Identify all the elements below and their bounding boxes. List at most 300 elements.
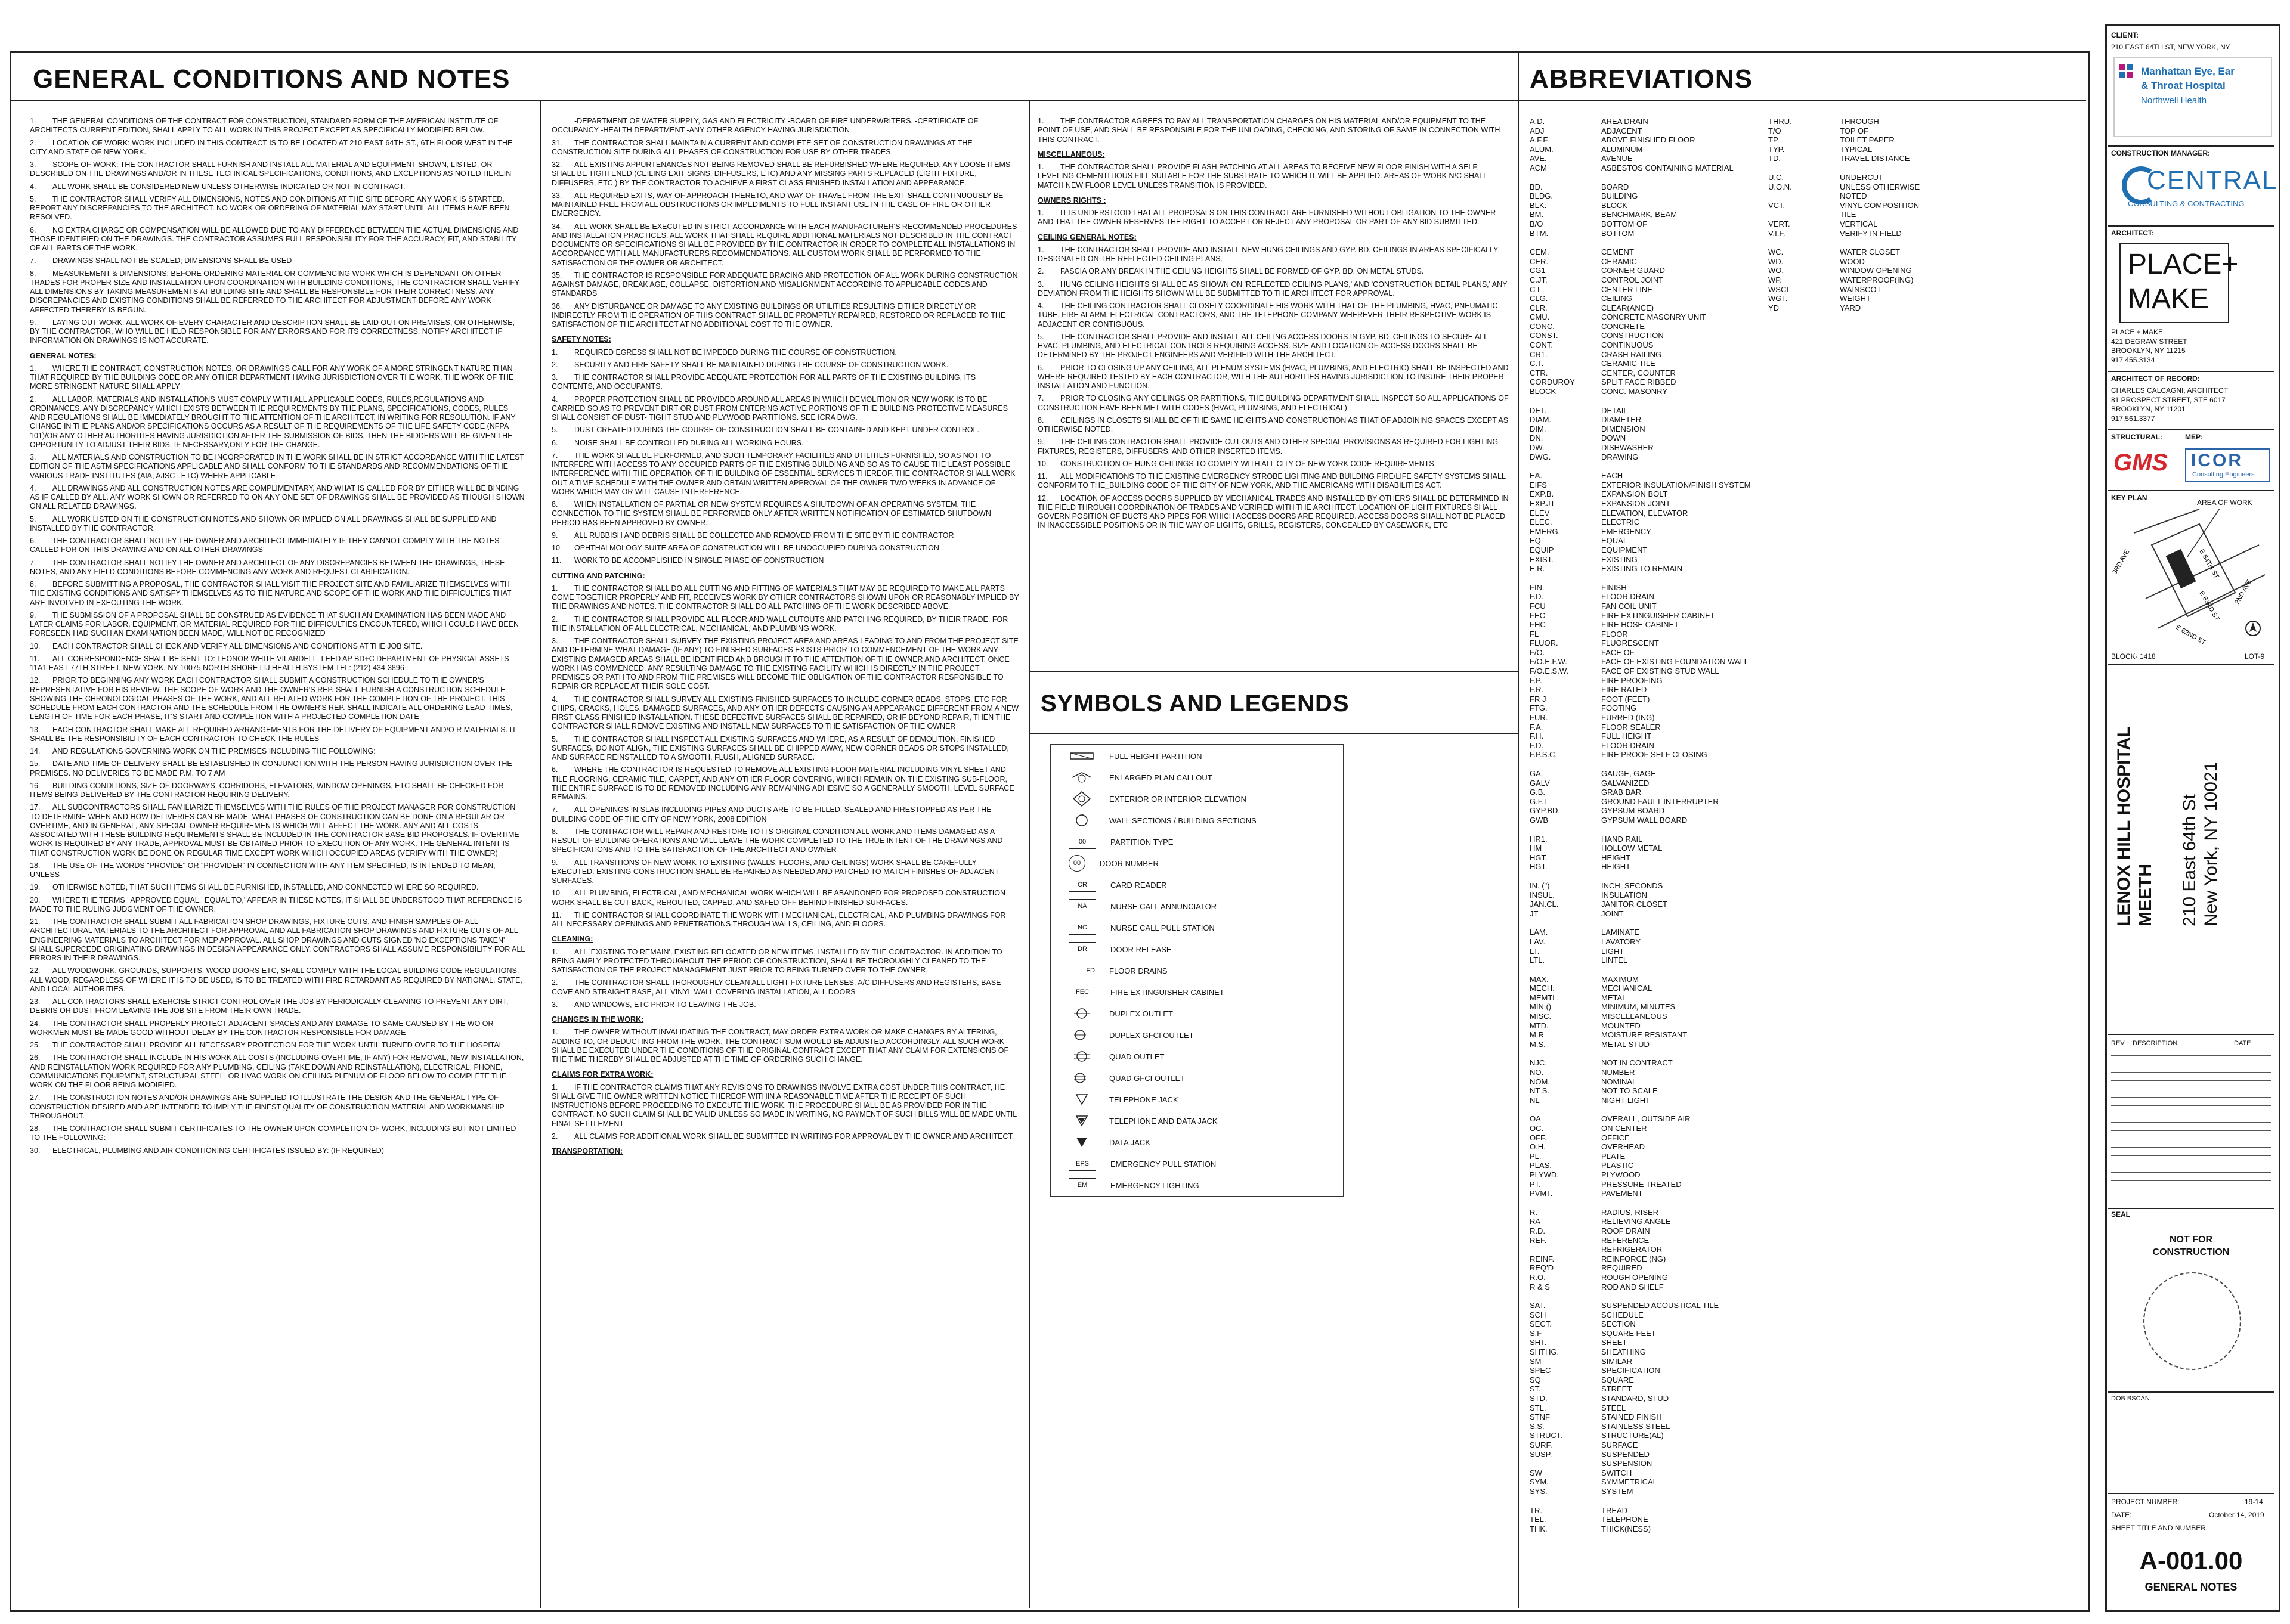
abbrev-row bbox=[1530, 1058, 1786, 1068]
note-text: LOCATION OF ACCESS DOORS SUPPLIED BY MECHANICAL TRADES AND INSTALLED BY OTHERS SHALL BE DETERMINED IN THE FIELD THROUGH COORDINATION OF TRADES AND VERIFIED WITH THE ARCHITECT. LOCATION OF LIGHT FIXTURES SHALL GOVERN POSITION OF DUCTS AND PIPES FOR WHICH ACCESS DOORS ARE REQUIRED. ACCESS DOORS SHALL NOT BE PLACED IN INACCESSIBLE POSITIONS OR IN THE WAY OF LIGHTS, GRILLS, REGISTERS, CONCEALED BY CASEWORK, ETC bbox=[1038, 494, 1509, 530]
abbrev-key: WO. bbox=[1768, 266, 1784, 275]
abbrev-key: F/O. bbox=[1530, 647, 1545, 657]
abbrev-key: B/O bbox=[1530, 219, 1543, 228]
abbrev-gap bbox=[1530, 396, 1786, 406]
abbrev-gap bbox=[1768, 238, 2019, 247]
legend-label: DATA JACK bbox=[1109, 1138, 1150, 1147]
abbrev-row bbox=[1768, 229, 2019, 238]
abbrev-key: SAT. bbox=[1530, 1301, 1546, 1310]
client-logo-line2: & Throat Hospital bbox=[2141, 80, 2226, 91]
note-number: 24. bbox=[30, 1019, 41, 1028]
aor-info-1: CHARLES CALCAGNI, ARCHITECT bbox=[2111, 386, 2229, 395]
legend-symbol-icon: EPS bbox=[1069, 1157, 1096, 1171]
note-item bbox=[1038, 364, 1509, 391]
note-number: 9. bbox=[30, 610, 36, 619]
legend-symbol-icon bbox=[1069, 1114, 1095, 1127]
note-item bbox=[30, 1053, 525, 1090]
abbrev-meaning: DISHWASHER bbox=[1601, 443, 1654, 452]
note-item bbox=[552, 637, 1020, 692]
abbrev-meaning: REQUIRED bbox=[1601, 1263, 1642, 1273]
abbrev-key: MTD. bbox=[1530, 1021, 1549, 1030]
note-text: ALL CONTRACTORS SHALL EXERCISE STRICT CONTROL OVER THE JOB BY PERIODICALLY CLEANING TO PREVENT ANY DIRT, DEBRIS OR DUST FROM LEAVING THE JOB SITE FROM THEIR OWN TRADE. bbox=[30, 997, 509, 1015]
note-item bbox=[552, 948, 1020, 975]
note-number: 4. bbox=[552, 395, 558, 404]
abbrev-meaning: CLEAR(ANCE) bbox=[1601, 303, 1654, 312]
legend-row bbox=[1051, 1003, 1343, 1024]
note-number: 3. bbox=[30, 453, 36, 461]
note-item bbox=[30, 515, 525, 534]
note-item bbox=[1038, 209, 1509, 227]
abbrev-meaning: CONCRETE bbox=[1601, 321, 1645, 331]
note-text: OPHTHALMOLOGY SUITE AREA OF CONSTRUCTION WILL BE UNOCCUPIED DURING CONSTRUCTION bbox=[574, 544, 939, 552]
abbrev-meaning: HEIGHT bbox=[1601, 862, 1631, 872]
abbrev-row bbox=[1530, 1077, 1786, 1087]
abbrev-row bbox=[1530, 1189, 1786, 1198]
note-item bbox=[30, 226, 525, 253]
project-address bbox=[2179, 688, 2222, 926]
note-item bbox=[30, 1146, 525, 1155]
legend-label: PARTITION TYPE bbox=[1110, 837, 1174, 847]
legend-label: FULL HEIGHT PARTITION bbox=[1109, 751, 1202, 761]
abbrev-key: LAV. bbox=[1530, 937, 1546, 946]
abbrev-key: REF. bbox=[1530, 1235, 1547, 1245]
abbrev-meaning: ALUMINUM bbox=[1601, 144, 1643, 154]
abbrev-meaning: VERTICAL bbox=[1840, 219, 1878, 228]
abbrev-meaning: CERAMIC TILE bbox=[1601, 359, 1655, 368]
notes-column-2 bbox=[552, 117, 1020, 1595]
note-number: 28. bbox=[30, 1124, 41, 1133]
abbrev-row bbox=[1530, 900, 1786, 909]
abbrev-row bbox=[1530, 424, 1786, 434]
note-text: AND WINDOWS, ETC PRIOR TO LEAVING THE JOB. bbox=[574, 1000, 756, 1009]
abbrev-key: CMU. bbox=[1530, 312, 1550, 322]
abbrev-key: HR1. bbox=[1530, 834, 1548, 844]
abbrev-row bbox=[1530, 546, 1786, 555]
abbrev-meaning: REINFORCE (NG) bbox=[1601, 1254, 1666, 1263]
abbrev-key: FTG. bbox=[1530, 703, 1548, 713]
street-3rd: 3RD AVE bbox=[2111, 548, 2131, 576]
sheet-title-label: SHEET TITLE AND NUMBER: bbox=[2111, 1524, 2208, 1532]
abbrev-row bbox=[1530, 499, 1786, 509]
abbrev-meaning: SYSTEM bbox=[1601, 1486, 1633, 1496]
note-text: ALL REQUIRED EXITS, WAY OF APPROACH THERETO, AND WAY OF TRAVEL FROM THE EXIT SHALL CONTINUOUSLY BE MAINTAINED FREE FROM ALL OBSTRUCTIONS OR IMPEDIMENTS TO FULL INSTANT USE IN THE CASE OF FIRE OR OTHER EMERGENCY. bbox=[552, 191, 1004, 218]
abbrev-row bbox=[1530, 453, 1786, 462]
abbrev-meaning: WOOD bbox=[1840, 256, 1865, 266]
abbrev-meaning: OVERALL, OUTSIDE AIR bbox=[1601, 1114, 1691, 1124]
abbrev-row bbox=[1530, 1245, 1786, 1254]
abbrev-key: VCT. bbox=[1768, 200, 1785, 210]
legend-label: EMERGENCY LIGHTING bbox=[1110, 1180, 1199, 1190]
seal-label: SEAL bbox=[2111, 1210, 2131, 1219]
note-number: 1. bbox=[30, 364, 36, 373]
abbrev-row bbox=[1530, 909, 1786, 919]
note-item bbox=[552, 139, 1020, 157]
abbrev-meaning: SURFACE bbox=[1601, 1440, 1638, 1449]
abbrev-key: DW. bbox=[1530, 443, 1545, 452]
aor-info-3: BROOKLYN, NY 11201 bbox=[2111, 405, 2186, 414]
note-text: THE CONTRACTOR SHALL PROVIDE ADEQUATE PROTECTION FOR ALL PARTS OF THE EXISTING BUILDING, ITS CONTENTS, AND OCCUPANTS. bbox=[552, 373, 976, 391]
abbrev-meaning: CENTER, COUNTER bbox=[1601, 368, 1676, 377]
note-number: 6. bbox=[1038, 363, 1044, 372]
abbrev-key: DIAM. bbox=[1530, 415, 1552, 424]
client-label: CLIENT: bbox=[2111, 31, 2139, 39]
abbrev-row bbox=[1530, 1114, 1786, 1124]
note-text: CONSTRUCTION OF HUNG CEILINGS TO COMPLY WITH ALL CITY OF NEW YORK CODE REQUIREMENTS. bbox=[1060, 459, 1437, 468]
aor-info-4: 917.561.3377 bbox=[2111, 414, 2155, 423]
abbrev-row bbox=[1768, 182, 2019, 192]
note-text: NO EXTRA CHARGE OR COMPENSATION WILL BE ALLOWED DUE TO ANY DIFFERENCE BETWEEN THE ACTUAL DIMENSIONS AND THOSE IDENTIFIED ON THE DRAWINGS. THE CONTRACTOR ASSUMES FULL RESPONSIBILITY FOR THE ACCURACY, FIT, AND STABILITY OF ALL PARTS OF THE WORK. bbox=[30, 225, 519, 252]
abbrev-row bbox=[1530, 257, 1786, 266]
note-item bbox=[552, 765, 1020, 802]
legend-symbol-icon: FD bbox=[1086, 967, 1095, 974]
abbrev-meaning: INCH, SECONDS bbox=[1601, 881, 1663, 890]
abbrev-key: YD bbox=[1768, 303, 1780, 312]
note-number: 9. bbox=[552, 858, 558, 867]
note-number: 7. bbox=[30, 256, 36, 265]
nfc-line1: NOT FOR bbox=[2170, 1235, 2212, 1245]
legend-label: EXTERIOR OR INTERIOR ELEVATION bbox=[1109, 794, 1246, 804]
abbrev-row bbox=[1530, 1133, 1786, 1143]
note-number: 7. bbox=[1038, 394, 1044, 403]
abbrev-row bbox=[1530, 937, 1786, 947]
abbrev-key: A.F.F. bbox=[1530, 135, 1549, 145]
structural-label: STRUCTURAL: bbox=[2111, 433, 2162, 441]
abbrev-meaning: EXISTING bbox=[1601, 554, 1638, 564]
abbrev-row bbox=[1768, 145, 2019, 154]
abbrev-key: FL bbox=[1530, 629, 1539, 639]
note-item bbox=[30, 318, 525, 346]
abbrev-gap bbox=[1530, 825, 1786, 835]
note-text: PRIOR TO CLOSING ANY CEILINGS OR PARTITIONS, THE BUILDING DEPARTMENT SHALL INSPECT SO ALL APPLICATIONS OF CONSTRUCTION HAVE BEEN MET WITH CODES (HVAC, PLUMBING, AND ELECTRICAL) bbox=[1038, 394, 1509, 412]
note-item bbox=[552, 451, 1020, 497]
abbrev-meaning: FIRE EXTINGUISHER CABINET bbox=[1601, 610, 1715, 620]
abbrev-meaning: FLOOR bbox=[1601, 629, 1628, 639]
abbrev-row bbox=[1530, 602, 1786, 611]
abbrev-key: WD. bbox=[1768, 256, 1784, 266]
note-number: 3. bbox=[552, 637, 558, 645]
note-text: ALL WORK LISTED ON THE CONSTRUCTION NOTES AND SHOWN OR IMPLIED ON ALL DRAWINGS SHALL BE SUPPLIED AND INSTALLED BY THE CONTRACTOR. bbox=[30, 515, 497, 532]
abbrev-row bbox=[1530, 1301, 1786, 1310]
abbrev-meaning: FOOTING bbox=[1601, 703, 1637, 713]
tb-rule-10 bbox=[2108, 1493, 2274, 1494]
abbrev-key: R & S bbox=[1530, 1282, 1550, 1291]
tb-rule-8 bbox=[2108, 1208, 2274, 1209]
abbrev-key: U.O.N. bbox=[1768, 182, 1792, 191]
abbrev-row bbox=[1530, 891, 1786, 900]
legend-row bbox=[1051, 981, 1343, 1003]
abbrev-meaning: WATER CLOSET bbox=[1840, 247, 1901, 257]
note-text: THE CONTRACTOR WILL REPAIR AND RESTORE TO ITS ORIGINAL CONDITION ALL WORK AND ITEMS DAMAGED AS A RESULT OF BUILDING OPERATIONS AND WILL LEAVE THE WORK COMPLETED TO THE TRUE INTENT OF THE DRAWINGS AND SPECIFICATIONS AND TO THE SATISFACTION OF THE ARCHITECT AND OWNER bbox=[552, 827, 1003, 854]
abbrev-meaning: BOTTOM bbox=[1601, 228, 1635, 238]
abbrev-row bbox=[1530, 1282, 1786, 1292]
abbrev-row bbox=[1530, 630, 1786, 639]
note-item bbox=[552, 695, 1020, 732]
abbrev-key: G.F.I bbox=[1530, 796, 1546, 806]
abbrev-row bbox=[1530, 1236, 1786, 1245]
abbrev-meaning: EXPANSION BOLT bbox=[1601, 489, 1668, 499]
abbrev-row bbox=[1530, 201, 1786, 210]
abbrev-row bbox=[1530, 806, 1786, 816]
notes-subheading: SAFETY NOTES: bbox=[552, 335, 611, 344]
abbrev-key: NL bbox=[1530, 1095, 1540, 1105]
legend-row bbox=[1051, 1046, 1343, 1067]
abbrev-meaning: METAL STUD bbox=[1601, 1039, 1650, 1049]
abbrev-meaning: FLUORESCENT bbox=[1601, 639, 1659, 648]
note-number: 1. bbox=[1038, 245, 1044, 254]
note-text: REQUIRED EGRESS SHALL NOT BE IMPEDED DURING THE COURSE OF CONSTRUCTION. bbox=[574, 348, 897, 357]
abbrev-key: CORDUROY bbox=[1530, 377, 1575, 387]
abbrev-key: F.H. bbox=[1530, 732, 1544, 741]
note-number: 21. bbox=[30, 918, 41, 926]
abbrev-row bbox=[1768, 191, 2019, 201]
note-item bbox=[30, 676, 525, 721]
note-number: 1. bbox=[1038, 117, 1044, 125]
note-number: 4. bbox=[30, 484, 36, 492]
note-text: THE CONTRACTOR SHALL MAINTAIN A CURRENT AND COMPLETE SET OF CONSTRUCTION DRAWINGS AT THE CONSTRUCTION SITE DURING ALL PHASES OF CONSTRUCTION FOR USE BY OTHER TRADES. bbox=[552, 138, 973, 156]
abbrev-meaning: TYPICAL bbox=[1840, 144, 1873, 154]
abbrev-meaning: TRAVEL DISTANCE bbox=[1840, 154, 1910, 163]
abbrev-row bbox=[1530, 583, 1786, 593]
abbrev-meaning: FIRE PROOF SELF CLOSING bbox=[1601, 750, 1707, 760]
abbrev-key: S.F bbox=[1530, 1328, 1542, 1338]
abbrev-key: IN. (") bbox=[1530, 881, 1550, 890]
note-text: ALL EXISTING APPURTENANCES NOT BEING REMOVED SHALL BE REFURBISHED WHERE REQUIRED. ANY LOOSE ITEMS SHALL BE TIGHTENED (CEILING EXIT SIGNS, DIFFUSERS, ETC) AND ANY MISSING PARTS REPLACED (LIGHT FIXTURE, DIFFUSERS, ETC.) BY THE CONTRACTOR TO ACHIEVE A FIRST CLASS FINISHED INSTALLATION AND APPEARANCE. bbox=[552, 160, 1011, 187]
note-text: DUST CREATED DURING THE COURSE OF CONSTRUCTION SHALL BE CONTAINED AND KEPT UNDER CONTROL. bbox=[574, 426, 980, 435]
abbrev-key: OFF. bbox=[1530, 1133, 1547, 1142]
abbrev-row bbox=[1530, 229, 1786, 238]
abbreviations-title: ABBREVIATIONS bbox=[1530, 64, 1753, 94]
legend-symbol-icon bbox=[1069, 749, 1095, 763]
abbrev-row bbox=[1530, 657, 1786, 667]
abbrev-meaning: SQUARE bbox=[1601, 1375, 1634, 1384]
note-number: 22. bbox=[30, 966, 41, 975]
abbrev-row bbox=[1530, 713, 1786, 723]
legend-label: QUAD OUTLET bbox=[1109, 1052, 1165, 1061]
abbrev-meaning: AVENUE bbox=[1601, 154, 1633, 163]
abbrev-row bbox=[1768, 294, 2019, 303]
key-plan-map bbox=[2110, 509, 2271, 646]
abbrev-row bbox=[1768, 257, 2019, 266]
note-item bbox=[30, 883, 525, 892]
note-text: THE CONTRACTOR SHALL SUBMIT CERTIFICATES TO THE OWNER UPON COMPLETION OF WORK, INCLUDING BUT NOT LIMITED TO THE FOLLOWING: bbox=[30, 1124, 516, 1142]
abbrev-row bbox=[1530, 1002, 1786, 1012]
abbrev-gap bbox=[1530, 965, 1786, 975]
symbols-title: SYMBOLS AND LEGENDS bbox=[1041, 690, 1350, 717]
abbrev-row bbox=[1530, 555, 1786, 565]
note-text: NOISE SHALL BE CONTROLLED DURING ALL WORKING HOURS. bbox=[574, 438, 804, 447]
abbrev-key: C.T. bbox=[1530, 359, 1544, 368]
legend-symbol-icon bbox=[1069, 1050, 1095, 1063]
note-item bbox=[552, 439, 1020, 448]
abbrev-row bbox=[1530, 340, 1786, 350]
tb-rule-2 bbox=[2108, 225, 2274, 227]
abbrev-meaning: VINYL COMPOSITION bbox=[1840, 200, 1920, 210]
note-item bbox=[30, 1041, 525, 1050]
abbrev-key: MAX. bbox=[1530, 974, 1549, 984]
abbrev-row bbox=[1530, 611, 1786, 621]
legend-row bbox=[1051, 917, 1343, 938]
note-item bbox=[1038, 438, 1509, 456]
legend-label: DUPLEX GFCI OUTLET bbox=[1109, 1030, 1194, 1040]
aor-info-2: 81 PROSPECT STREET, STE 6017 bbox=[2111, 395, 2226, 404]
abbrev-meaning: EQUIPMENT bbox=[1601, 545, 1648, 554]
abbrev-row bbox=[1530, 285, 1786, 295]
abbrev-meaning: CONTROL JOINT bbox=[1601, 275, 1664, 284]
note-number: 25. bbox=[30, 1041, 41, 1049]
description-header: DESCRIPTION bbox=[2133, 1040, 2178, 1047]
abbrev-meaning: TOILET PAPER bbox=[1840, 135, 1895, 145]
abbrev-row bbox=[1530, 741, 1786, 751]
note-number: 5. bbox=[552, 734, 558, 743]
abbrev-row bbox=[1530, 350, 1786, 359]
abbrev-gap bbox=[1530, 760, 1786, 769]
note-item bbox=[552, 348, 1020, 357]
note-number: 7. bbox=[552, 451, 558, 460]
note-item bbox=[1038, 302, 1509, 329]
abbrev-key: CONC. bbox=[1530, 321, 1555, 331]
col-divider-2 bbox=[1029, 101, 1030, 1608]
abbrev-key: T/O bbox=[1768, 126, 1781, 135]
abbrev-key: TD. bbox=[1768, 154, 1781, 163]
note-item bbox=[552, 1000, 1020, 1009]
abbrev-row bbox=[1530, 676, 1786, 686]
note-text: EACH CONTRACTOR SHALL MAKE ALL REQUIRED ARRANGEMENTS FOR THE DELIVERY OF EQUIPMENT AND/O R MATERIALS. IT SHALL BE THE RESPONSIBILITY OF EACH CONTRACTOR TO CHECK THE RULES bbox=[30, 725, 516, 743]
note-text: THE WORK SHALL BE PERFORMED, AND SUCH TEMPORARY FACILITIES AND UTILITIES FURNISHED, SO AS NOT TO INTERFERE WITH ACCESS TO ANY OCCUPIED PARTS OF THE EXISTING BUILDING AND SO AS TO CAUSE THE LEAST POSSIBLE INTERFERENCE WITH THE OPERATION OF THE BUILDING OF ESSENTIAL SERVICES THEREOF. THE CONTRACTOR SHALL WORK OUT A TIME SCHEDULE WITH THE OWNER AND OBTAIN WRITTEN APPROVAL OF THE OWNER TWO WEEKS IN ADVANCE OF WORK WHICH MAY OR WILL CAUSE INTERFERENCE. bbox=[552, 451, 1016, 496]
note-number: 8. bbox=[30, 580, 36, 588]
note-item bbox=[30, 195, 525, 222]
abbrev-meaning: MOUNTED bbox=[1601, 1021, 1641, 1030]
title-block bbox=[2108, 26, 2278, 1606]
abbrev-key: ELEC. bbox=[1530, 517, 1552, 527]
abbrev-key: JAN.CL. bbox=[1530, 900, 1559, 909]
abbrev-row bbox=[1530, 993, 1786, 1003]
abbrev-meaning: CONSTRUCTION bbox=[1601, 331, 1664, 340]
abbrev-meaning: GYPSUM WALL BOARD bbox=[1601, 815, 1688, 825]
legend-label: FIRE EXTINGUISHER CABINET bbox=[1110, 987, 1224, 997]
abbrev-row bbox=[1530, 1217, 1786, 1226]
dob-label: DOB BSCAN bbox=[2111, 1395, 2150, 1402]
abbrev-meaning: SWITCH bbox=[1601, 1468, 1632, 1477]
note-item bbox=[552, 426, 1020, 435]
abbrev-key: F.D. bbox=[1530, 592, 1544, 602]
legend-row bbox=[1051, 767, 1343, 788]
abbrev-key: ST. bbox=[1530, 1384, 1541, 1394]
note-item bbox=[1038, 333, 1509, 360]
abbrev-row bbox=[1530, 1422, 1786, 1431]
abbrev-key: STD. bbox=[1530, 1394, 1548, 1403]
note-item bbox=[552, 500, 1020, 528]
note-item bbox=[552, 584, 1020, 612]
legend-symbol-icon: CR bbox=[1069, 878, 1096, 892]
note-number: 11. bbox=[552, 910, 562, 919]
note-text: ALL RUBBISH AND DEBRIS SHALL BE COLLECTED AND REMOVED FROM THE SITE BY THE CONTRACTOR bbox=[574, 531, 954, 540]
abbrev-row bbox=[1530, 1012, 1786, 1021]
note-text: WHERE THE TERMS ' APPROVED EQUAL,' EQUAL TO,' APPEAR IN THESE NOTES, IT SHALL BE UNDERSTOOD THAT REFERENCE IS MADE TO THE RULING JUDGMENT OF THE OWNER. bbox=[30, 895, 522, 913]
note-number: 8. bbox=[1038, 416, 1044, 424]
lot-number: LOT-9 bbox=[2245, 652, 2265, 661]
note-text: THE CONTRACTOR SHALL COORDINATE THE WORK WITH MECHANICAL, ELECTRICAL, AND PLUMBING DRAWINGS FOR ALL NECESSARY OPENINGS AND PENETRATIONS THROUGH WALLS, CEILING, AND FLOORS. bbox=[552, 910, 1006, 928]
note-text: FASCIA OR ANY BREAK IN THE CEILING HEIGHTS SHALL BE FORMED OF GYP. BD. ON METAL STUDS. bbox=[1060, 267, 1424, 276]
abbrev-row bbox=[1530, 1477, 1786, 1487]
project-name-1: LENOX HILL HOSPITAL bbox=[2114, 726, 2134, 926]
abbrev-key: JT bbox=[1530, 909, 1539, 918]
mep-label: MEP: bbox=[2185, 433, 2203, 441]
abbrev-meaning: LAVATORY bbox=[1601, 937, 1641, 946]
abbrev-key: LT. bbox=[1530, 946, 1540, 956]
keyplan-label: KEY PLAN bbox=[2111, 494, 2147, 502]
abbrev-key: STNF bbox=[1530, 1412, 1550, 1422]
note-item bbox=[30, 760, 525, 778]
abbrev-meaning: FACE OF bbox=[1601, 647, 1635, 657]
note-number: 10. bbox=[552, 889, 562, 898]
abbrev-key: ELEV bbox=[1530, 508, 1550, 517]
tb-rule-4 bbox=[2108, 429, 2274, 430]
abbrev-key: FLUOR. bbox=[1530, 639, 1558, 648]
legend-label: QUAD GFCI OUTLET bbox=[1109, 1073, 1186, 1083]
legend-symbol-icon bbox=[1069, 814, 1095, 827]
note-text: ALL CLAIMS FOR ADDITIONAL WORK SHALL BE SUBMITTED IN WRITING FOR APPROVAL BY THE OWNER AND ARCHITECT. bbox=[574, 1132, 1014, 1140]
cm-logo bbox=[2119, 162, 2278, 216]
abbrev-row bbox=[1530, 928, 1786, 937]
architect-logo-line1: PLACE+ bbox=[2128, 249, 2239, 280]
tb-rule-5 bbox=[2108, 490, 2274, 491]
abbrev-key: WC. bbox=[1768, 247, 1784, 257]
note-number: 1. bbox=[552, 1028, 558, 1037]
note-item bbox=[552, 531, 1020, 540]
legend-symbol-icon: 00 bbox=[1069, 855, 1085, 872]
legend-row bbox=[1051, 895, 1343, 917]
note-number: 35. bbox=[552, 271, 562, 280]
note-text: THE CONSTRUCTION NOTES AND/OR DRAWINGS ARE SUPPLIED TO ILLUSTRATE THE DESIGN AND THE GENERAL TYPE OF CONSTRUCTION DESIRED AND ARE INTENDED TO IMPLY THE FINEST QUALITY OF CONSTRUCTION MATERIAL AND WORKMANSHIP THROUGHOUT. bbox=[30, 1093, 505, 1120]
note-number: 2. bbox=[1038, 267, 1044, 276]
abbrev-row bbox=[1530, 956, 1786, 965]
legend-symbol-icon: NA bbox=[1069, 899, 1096, 913]
abbrev-meaning: FURRED (ING) bbox=[1601, 713, 1655, 723]
date-label: DATE: bbox=[2111, 1511, 2132, 1519]
abbrev-key: BLDG. bbox=[1530, 191, 1554, 201]
note-text: ALL MATERIALS AND CONSTRUCTION TO BE INCORPORATED IN THE WORK SHALL BE IN STRICT ACCORDANCE WITH THE LATEST EDITION OF THE ASTM SPECIFICATIONS APPLICABLE AND SHALL CONFORM TO THE STANDARDS AND RECOMMENDATIONS OF THE VARIOUS TRADE INSTITUTES (AIA, AJSC , ETC) WHERE APPLICABLE bbox=[30, 453, 524, 480]
abbrev-row bbox=[1530, 1273, 1786, 1282]
notes-subheading: CLAIMS FOR EXTRA WORK: bbox=[552, 1070, 654, 1079]
notes-subheading: OWNERS RIGHTS : bbox=[1038, 196, 1106, 204]
note-number: 1. bbox=[30, 117, 36, 125]
abbrev-meaning: STREET bbox=[1601, 1384, 1632, 1394]
abbrev-key: EA. bbox=[1530, 471, 1542, 481]
architect-logo-line2: MAKE bbox=[2128, 283, 2209, 315]
abbrev-row bbox=[1530, 881, 1786, 891]
note-item bbox=[30, 655, 525, 673]
note-item bbox=[30, 453, 525, 481]
note-number: 31. bbox=[552, 138, 562, 147]
note-item bbox=[30, 1093, 525, 1121]
legend-label: TELEPHONE JACK bbox=[1109, 1095, 1178, 1104]
abbrev-row bbox=[1530, 1515, 1786, 1524]
legend-symbol-icon bbox=[1069, 1136, 1095, 1149]
note-number: 14. bbox=[30, 747, 41, 755]
abbrev-gap bbox=[1530, 173, 1786, 182]
note-number: 10. bbox=[30, 641, 41, 650]
abbrev-meaning: TELEPHONE bbox=[1601, 1515, 1648, 1524]
abbrev-key: GALV bbox=[1530, 778, 1550, 788]
abbrev-meaning: OVERHEAD bbox=[1601, 1142, 1645, 1152]
note-number: 2. bbox=[552, 360, 558, 369]
abbrev-row bbox=[1530, 1412, 1786, 1422]
abbrev-meaning: THICK(NESS) bbox=[1601, 1524, 1651, 1533]
abbrev-key: C L bbox=[1530, 284, 1542, 294]
abbrev-row bbox=[1530, 853, 1786, 863]
abbrev-key: F/O.E.F.W. bbox=[1530, 657, 1567, 667]
notes-subheading: GENERAL NOTES: bbox=[30, 351, 97, 360]
